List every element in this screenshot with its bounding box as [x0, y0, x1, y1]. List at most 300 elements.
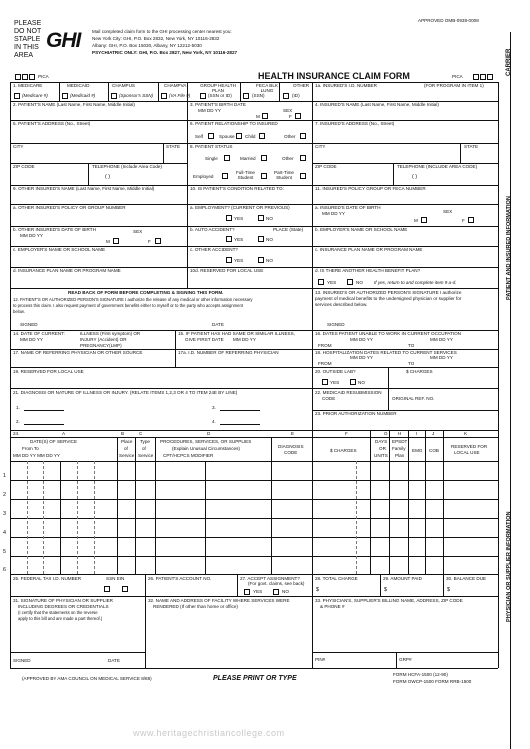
- col-divider-right: [312, 330, 313, 430]
- assignment-line: payment of medical benefits to the undersigned physician or supplier for: [315, 296, 462, 301]
- staple-line: AREA: [14, 52, 34, 59]
- date-separator: [43, 461, 44, 574]
- col-i-h: EMG: [412, 448, 423, 453]
- row-number: 3: [3, 511, 6, 517]
- col-j-h: COB: [429, 448, 439, 453]
- row-line: [10, 288, 498, 289]
- hospitalization-label: 18. HOSPITALIZATION DATES RELATED TO CURRENT SERVICES: [315, 350, 457, 355]
- fulltime-label: Full-Time Student: [236, 170, 255, 180]
- col-k-h: RESERVED FOR: [451, 444, 488, 449]
- col-e-letter: E: [291, 431, 295, 436]
- mail-line: Albany: GHI, P.O. Box 15030, Albany, NY 12212-5030: [92, 43, 202, 48]
- col-j-letter: J: [432, 431, 435, 436]
- parttime-checkbox[interactable]: [300, 173, 306, 179]
- col-b-h: Service: [119, 453, 135, 458]
- female-label: F: [148, 239, 151, 244]
- patient-address-label: 5. PATIENT'S ADDRESS (No., Street): [13, 121, 91, 126]
- policy-group-label: 11. INSURED'S POLICY GROUP OR FECA NUMBER: [315, 186, 426, 191]
- other-female-checkbox[interactable]: [155, 238, 161, 244]
- medicare-label: 1. MEDICARE: [13, 83, 43, 88]
- table-row[interactable]: [10, 480, 498, 481]
- resubmission-label: 22. MEDICAID RESUBMISSION: [315, 390, 382, 395]
- staple-line: STAPLE: [14, 36, 41, 43]
- print-instruction: PLEASE PRINT OR TYPE: [213, 675, 297, 682]
- paid-dollar: $: [384, 587, 387, 593]
- col-k-h: LOCAL USE: [454, 450, 480, 455]
- mmddyy: MM DD YY: [198, 108, 221, 113]
- injury-option: INJURY (Accident) OR: [80, 337, 127, 342]
- patient-city-label: CITY: [13, 144, 24, 149]
- other-policy-label: a. OTHER INSURED'S POLICY OR GROUP NUMBER: [13, 205, 126, 210]
- employer-name-label: b. EMPLOYER'S NAME OR SCHOOL NAME: [315, 227, 408, 232]
- table-row[interactable]: [10, 556, 498, 557]
- ssn-ein-label: SSN EIN: [106, 576, 125, 581]
- form-border-left: [10, 82, 11, 668]
- other-accident-label: c. OTHER ACCIDENT?: [190, 247, 238, 252]
- row-number: 2: [3, 492, 6, 498]
- col-divider: [135, 437, 136, 574]
- mmddyy: MM DD YY: [20, 337, 43, 342]
- physician-date-label: DATE: [108, 658, 120, 663]
- accept-assignment-label: 27. ACCEPT ASSIGNMENT?: [240, 576, 300, 581]
- employed-checkbox[interactable]: [222, 173, 228, 179]
- assignment-no-checkbox[interactable]: [273, 589, 279, 595]
- physician-signature-line: INCLUDING DEGREES OR CREDENTIALS: [18, 604, 109, 609]
- pregnancy-option: PREGNANCY(LMP): [80, 343, 122, 348]
- diag-4-label: 4.: [212, 419, 216, 424]
- similar-illness-label: 15. IF PATIENT HAS HAD SAME OR SIMILAR ILLNESS,: [178, 331, 295, 336]
- married-label: Married: [240, 156, 256, 161]
- cell-divider: [279, 82, 280, 101]
- col-g-h: UNITS: [374, 453, 388, 458]
- male-label: M: [256, 114, 260, 119]
- another-plan-label: d. IS THERE ANOTHER HEALTH BENEFIT PLAN?: [315, 268, 421, 273]
- other-accident-yes-label: YES: [234, 258, 244, 263]
- pica-left-box[interactable]: [22, 74, 28, 80]
- diag-1-label: 1.: [16, 405, 20, 410]
- insured-phone-label: TELEPHONE (INCLUDE AREA CODE): [397, 164, 478, 169]
- another-plan-note: If yes, return to and complete item 9 a-d.: [374, 280, 457, 285]
- read-back-note: READ BACK OF FORM BEFORE COMPLETING & SIGNING THIS FORM.: [68, 290, 224, 295]
- auto-no-label: NO: [266, 237, 273, 242]
- spouse-label: Spouse: [219, 134, 235, 139]
- physician-signed-label: SIGNED: [13, 658, 31, 663]
- ein-checkbox[interactable]: [122, 586, 128, 592]
- child-label: Child: [245, 134, 256, 139]
- employment-no-checkbox[interactable]: [258, 215, 264, 221]
- cell-divider: [158, 82, 159, 101]
- col-c-h: of: [142, 446, 146, 451]
- champus-label: CHAMPUS: [112, 83, 135, 88]
- row-line: [10, 596, 498, 597]
- mail-line: New York City: GHI, P.O. Box 2832, New York, NY 10116-2832: [92, 36, 220, 41]
- col-e-h: DIAGNOSIS: [278, 444, 304, 449]
- cell-divider: [175, 330, 176, 367]
- self-checkbox[interactable]: [208, 133, 214, 139]
- insured-male-checkbox[interactable]: [421, 217, 427, 223]
- auto-yes-checkbox[interactable]: [226, 236, 232, 242]
- cell-divider: [59, 82, 60, 101]
- feca-checkbox[interactable]: [243, 93, 249, 99]
- col-k-letter: K: [464, 431, 468, 436]
- cell-divider: [380, 574, 381, 596]
- other-rel-checkbox[interactable]: [300, 133, 306, 139]
- carrier-label: CARRIER: [506, 48, 512, 76]
- female-checkbox[interactable]: [295, 113, 301, 119]
- row-number: 6: [3, 567, 6, 573]
- reserved-19-label: 19. RESERVED FOR LOCAL USE: [13, 369, 84, 374]
- col-d-letter: D: [207, 431, 211, 436]
- cell-divider: [388, 388, 389, 410]
- spouse-checkbox[interactable]: [236, 133, 242, 139]
- col-h-letter: H: [398, 431, 402, 436]
- referring-id-label: 17a. I.D. NUMBER OF REFERRING PHYSICIAN: [178, 350, 279, 355]
- physician-signature-line: 31. SIGNATURE OF PHYSICIAN OR SUPPLIER: [13, 598, 113, 603]
- form-border-bottom: [10, 668, 498, 669]
- insured-name-label: 4. INSURED'S NAME (Last Name, First Name, Middle Initial): [315, 102, 439, 107]
- other-status-label: Other: [282, 156, 294, 161]
- watermark: www.heritagechristiancollege.com: [133, 728, 285, 738]
- feca-label: FECA BLK LUNG: [256, 83, 278, 93]
- staple-line: IN THIS: [14, 44, 39, 51]
- mmddyy: MM DD YY: [350, 355, 373, 360]
- employment-label: a. EMPLOYMENT? (CURRENT OR PREVIOUS): [190, 205, 290, 210]
- pica-left-label: PICA: [38, 74, 49, 79]
- other-status-checkbox[interactable]: [300, 155, 306, 161]
- female-label: F: [462, 218, 465, 223]
- physician-info-label: PHYSICIAN OR SUPPLIER INFORMATION: [506, 511, 512, 622]
- row-number: 5: [3, 549, 6, 555]
- illness-option: ILLNESS (First symptom) OR: [80, 331, 141, 336]
- mmddyy: MM DD YY: [233, 337, 256, 342]
- male-label: M: [106, 239, 110, 244]
- authorization-line: below.: [13, 309, 25, 314]
- other-checkbox[interactable]: [283, 93, 289, 99]
- account-no-label: 26. PATIENT'S ACCOUNT NO.: [148, 576, 212, 581]
- patient-zip-label: ZIP CODE: [13, 164, 35, 169]
- cell-divider: [396, 652, 397, 668]
- date-separator: [27, 461, 28, 574]
- male-checkbox[interactable]: [262, 113, 268, 119]
- col-a-letter: A: [62, 431, 66, 436]
- facility-line: RENDERED (If other than home or office): [153, 604, 238, 609]
- from-label: FROM: [318, 361, 332, 366]
- form-border-right: [498, 82, 499, 668]
- col-g-h: OR: [379, 446, 386, 451]
- table-row[interactable]: [10, 574, 498, 575]
- another-plan-no-label: NO: [356, 280, 363, 285]
- assignment-yes-checkbox[interactable]: [244, 589, 250, 595]
- champus-checkbox[interactable]: [111, 93, 117, 99]
- medicare-sub: (Medicare #): [22, 93, 48, 98]
- col-d-h: (Explain Unusual Circumstances): [172, 446, 240, 451]
- col-24-label: 24.: [13, 431, 20, 436]
- cell-divider: [88, 163, 89, 185]
- other-accident-no-label: NO: [266, 258, 273, 263]
- birth-date-label: 3. PATIENT'S BIRTH DATE: [190, 102, 246, 107]
- assignment-no-label: NO: [282, 589, 289, 594]
- patient-phone-paren: ( ): [105, 174, 111, 180]
- condition-related-label: 10. IS PATIENT'S CONDITION RELATED TO:: [190, 186, 284, 191]
- date-current-label: 14. DATE OF CURRENT:: [13, 331, 65, 336]
- other-label: OTHER: [293, 83, 310, 88]
- single-label: Single: [205, 156, 218, 161]
- cell-divider: [443, 574, 444, 596]
- sex-label: SEX: [133, 229, 143, 234]
- insured-state-label: STATE: [464, 144, 479, 149]
- col-h-h: Plan: [395, 453, 405, 458]
- other-accident-no-checkbox[interactable]: [258, 257, 264, 263]
- place-state-label: PLACE (State): [273, 227, 304, 232]
- col-divider: [370, 430, 371, 574]
- mmddyy: MM DD YY: [350, 337, 373, 342]
- assignment-line: 13. INSURED'S OR AUTHORIZED PERSON'S SIGNATURE I authorize: [315, 290, 462, 295]
- another-plan-no-checkbox[interactable]: [347, 279, 353, 285]
- assignment-line: services described below.: [315, 302, 368, 307]
- married-checkbox[interactable]: [261, 155, 267, 161]
- mmddyy: MM DD YY: [322, 211, 345, 216]
- col-a-dates: MM DD YY MM DD YY: [13, 453, 60, 458]
- mmddyy: MM DD YY: [20, 233, 43, 238]
- other-dob-label: b. OTHER INSURED'S DATE OF BIRTH: [13, 227, 96, 232]
- col-divider: [312, 430, 313, 574]
- insured-dob-label: a. INSURED'S DATE OF BIRTH: [315, 205, 381, 210]
- cell-divider: [163, 143, 164, 163]
- col-d-h: PROCEDURES, SERVICES, OR SUPPLIES: [160, 439, 252, 444]
- other-employer-label: c. EMPLOYER'S NAME OR SCHOOL NAME: [13, 247, 106, 252]
- col-divider: [443, 430, 444, 574]
- pica-right-box[interactable]: [480, 74, 486, 80]
- col-divider: [271, 437, 272, 574]
- female-label: F: [289, 114, 292, 119]
- tax-id-label: 25. FEDERAL TAX I.D. NUMBER: [13, 576, 82, 581]
- insured-address-label: 7. INSURED'S ADDRESS (No., Street): [315, 121, 395, 126]
- billing-line: 33. PHYSICIAN'S, SUPPLIER'S BILLING NAME, ADDRESS, ZIP CODE: [315, 598, 463, 603]
- male-label: M: [414, 218, 418, 223]
- col-a-title: DATE(S) OF SERVICE: [30, 439, 78, 444]
- group-plan-sub: (SSN or ID): [208, 93, 232, 98]
- diag-2-field[interactable]: [24, 424, 64, 425]
- authorization-line: to process this claim. I also request payment of government benefits either to myself or to the party who accepts assignment: [13, 303, 243, 308]
- single-checkbox[interactable]: [224, 155, 230, 161]
- diagnosis-label: 21. DIAGNOSIS OR NATURE OF ILLNESS OR INJURY. (RELATE ITEMS 1,2,3 OR 4 TO ITEM 24E BY LINE): [13, 390, 238, 395]
- mail-line: Mail completed claim form to the GHI processing center nearest you:: [92, 29, 232, 34]
- patient-date-label: DATE: [212, 322, 224, 327]
- cell-divider: [240, 82, 241, 101]
- cell-divider: [237, 574, 238, 596]
- other-plan-label: d. INSURANCE PLAN NAME OR PROGRAM NAME: [13, 268, 121, 273]
- accept-assignment-note: (For govt. claims, see back): [248, 581, 305, 586]
- col-g-h: DAYS: [375, 439, 388, 444]
- unable-work-label: 16. DATES PATIENT UNABLE TO WORK IN CURRENT OCCUPATION: [315, 331, 461, 336]
- table-row[interactable]: [10, 537, 498, 538]
- other-male-checkbox[interactable]: [113, 238, 119, 244]
- modifier-separator: [205, 461, 206, 574]
- patient-status-label: 8. PATIENT STATUS: [190, 144, 233, 149]
- lab-yes-label: YES: [330, 380, 340, 385]
- authorization-line: 12. PATIENT'S OR AUTHORIZED PERSON'S SIGNATURE I authorize the release of any medical or other information necessary: [13, 297, 253, 302]
- other-sub: (ID): [292, 93, 300, 98]
- insurance-plan-label: c. INSURANCE PLAN NAME OR PROGRAM NAME: [315, 247, 423, 252]
- diag-2-label: 2.: [16, 419, 20, 424]
- pica-right-label: PICA: [452, 74, 463, 79]
- other-accident-yes-checkbox[interactable]: [226, 257, 232, 263]
- group-plan-checkbox[interactable]: [200, 93, 206, 99]
- amount-paid-label: 29. AMOUNT PAID: [383, 576, 422, 581]
- employed-label: Employed: [193, 174, 214, 179]
- insured-id-note: (FOR PROGRAM IN ITEM 1): [424, 83, 484, 88]
- patient-state-label: STATE: [166, 144, 181, 149]
- sex-label: SEX: [443, 209, 453, 214]
- row-number: 4: [3, 530, 6, 536]
- other-insured-name-label: 9. OTHER INSURED'S NAME (Last Name, First Name, Middle Initial): [13, 186, 155, 191]
- col-f-letter: F: [345, 431, 348, 436]
- cell-divider: [145, 574, 146, 668]
- patient-name-label: 2. PATIENT'S NAME (Last Name, First Name, Middle Initial): [13, 102, 135, 107]
- auto-accident-label: b. AUTO ACCIDENT?: [190, 227, 235, 232]
- first-date-label: GIVE FIRST DATE: [185, 337, 224, 342]
- cell-divider: [312, 574, 313, 668]
- col-b-h: Place: [121, 439, 133, 444]
- medicaid-checkbox[interactable]: [62, 93, 68, 99]
- employment-no-label: NO: [266, 216, 273, 221]
- referring-physician-label: 17. NAME OF REFERRING PHYSICIAN OR OTHER SOURCE: [13, 350, 143, 355]
- pin-label: PIN#: [315, 657, 326, 662]
- insured-zip-label: ZIP CODE: [315, 164, 337, 169]
- insured-city-label: CITY: [315, 144, 326, 149]
- patient-phone-label: TELEPHONE (Include Area Code): [92, 164, 162, 169]
- cell-divider: [393, 163, 394, 185]
- insured-female-checkbox[interactable]: [468, 217, 474, 223]
- child-checkbox[interactable]: [259, 133, 265, 139]
- assignment-yes-label: YES: [253, 589, 263, 594]
- relationship-label: 6. PATIENT RELATIONSHIP TO INSURED: [190, 121, 278, 126]
- omb-approval: APPROVED OMB-0938-0008: [418, 18, 479, 23]
- diag-3-label: 3.: [212, 405, 216, 410]
- lab-no-label: NO: [358, 380, 365, 385]
- total-dollar: $: [316, 587, 319, 593]
- grp-label: GRP#: [399, 657, 412, 662]
- col-f-h: $ CHARGES: [330, 448, 357, 453]
- insured-phone-paren: ( ): [412, 174, 418, 180]
- staple-line: PLEASE: [14, 20, 42, 27]
- feca-sub: (SSN): [252, 93, 265, 98]
- col-d-h: CPT/HCPCS MODIFIER: [163, 453, 214, 458]
- lab-charges-label: $ CHARGES: [406, 369, 433, 374]
- insured-id-label: 1a. INSURED'S I.D. NUMBER: [315, 83, 377, 88]
- original-ref-label: ORIGINAL REF. NO.: [392, 396, 435, 401]
- col-g-letter: G: [384, 431, 388, 436]
- sex-label: SEX: [283, 108, 293, 113]
- ghi-logo: GHI: [46, 29, 81, 52]
- outside-lab-label: 20. OUTSIDE LAB?: [315, 369, 356, 374]
- row-line: [10, 388, 498, 389]
- prior-auth-label: 23. PRIOR AUTHORIZATION NUMBER: [315, 411, 397, 416]
- pica-left-box[interactable]: [15, 74, 21, 80]
- total-charge-label: 28. TOTAL CHARGE: [315, 576, 358, 581]
- ama-approval: (APPROVED BY AMA COUNCIL ON MEDICAL SERVICE 8/88): [22, 676, 152, 681]
- col-b-letter: B: [121, 431, 125, 436]
- col-c-h: Service: [138, 453, 154, 458]
- resubmission-code-label: CODE: [322, 396, 336, 401]
- diag-4-field[interactable]: [220, 424, 260, 425]
- patient-info-label: PATIENT AND INSURED INFORMATION: [506, 196, 512, 300]
- parttime-label: Part-Time Student: [274, 170, 294, 180]
- lab-yes-checkbox[interactable]: [322, 379, 328, 385]
- cell-divider: [460, 143, 461, 163]
- another-plan-yes-checkbox[interactable]: [318, 279, 324, 285]
- col-divider: [408, 430, 409, 574]
- form-number: FORM HCFA-1500 (12-90): [393, 672, 448, 677]
- another-plan-yes-label: YES: [327, 280, 337, 285]
- fulltime-checkbox[interactable]: [261, 173, 267, 179]
- medicaid-sub: (Medicaid #): [70, 93, 96, 98]
- form-number: FORM OWCP-1500 FORM RRB-1500: [393, 679, 472, 684]
- staple-line: DO NOT: [14, 28, 42, 35]
- pica-right-box[interactable]: [473, 74, 479, 80]
- col-c-letter: C: [139, 431, 143, 436]
- medicare-checkbox[interactable]: [14, 93, 20, 99]
- employment-yes-label: YES: [234, 216, 244, 221]
- billing-line: & PHONE #: [320, 604, 345, 609]
- to-label: TO: [408, 361, 415, 366]
- col-e-h: CODE: [284, 450, 298, 455]
- diag-1-field[interactable]: [24, 410, 64, 411]
- row-line: [10, 652, 145, 653]
- balance-due-label: 30. BALANCE DUE: [446, 576, 487, 581]
- employment-yes-checkbox[interactable]: [226, 215, 232, 221]
- pica-left-box[interactable]: [29, 74, 35, 80]
- auto-no-checkbox[interactable]: [258, 236, 264, 242]
- table-row[interactable]: [10, 499, 498, 500]
- physician-signature-line: apply to this bill and are made a part thereof.): [18, 616, 103, 621]
- table-row[interactable]: [10, 518, 498, 519]
- cents-separator: [356, 461, 357, 574]
- cell-divider: [388, 367, 389, 388]
- to-label: TO: [408, 343, 415, 348]
- champva-checkbox[interactable]: [161, 93, 167, 99]
- col-divider: [117, 437, 118, 574]
- lab-no-checkbox[interactable]: [350, 379, 356, 385]
- col-h-h: Family: [392, 446, 406, 451]
- row-line: [10, 143, 187, 144]
- auto-yes-label: YES: [234, 237, 244, 242]
- champva-sub: (VA File #): [169, 93, 191, 98]
- diag-3-field[interactable]: [220, 410, 260, 411]
- patient-signed-label: SIGNED: [20, 322, 38, 327]
- facility-line: 32. NAME AND ADDRESS OF FACILITY WHERE SERVICES WERE: [148, 598, 290, 603]
- date-separator: [60, 461, 61, 574]
- mail-line: PSYCHIATRIC ONLY: GHI, P.O. Box 2827, New York, NY 10116-2827: [92, 50, 238, 55]
- self-label: Self: [195, 134, 203, 139]
- ssn-checkbox[interactable]: [104, 586, 110, 592]
- side-arrow-line: [510, 32, 511, 749]
- champus-sub: (Sponsor's SSN): [119, 93, 154, 98]
- row-line: [10, 367, 498, 368]
- medicaid-label: MEDICAID: [67, 83, 90, 88]
- form-title: HEALTH INSURANCE CLAIM FORM: [258, 71, 410, 81]
- row-line: [312, 652, 498, 653]
- col-i-letter: I: [416, 431, 418, 436]
- pica-right-box[interactable]: [487, 74, 493, 80]
- col-a-from-to: From To: [22, 446, 39, 451]
- reserved-10d-label: 10d. RESERVED FOR LOCAL USE: [190, 268, 264, 273]
- row-number: 1: [3, 473, 6, 479]
- mmddyy: MM DD YY: [430, 355, 453, 360]
- balance-dollar: $: [447, 587, 450, 593]
- cell-divider: [108, 82, 109, 101]
- physician-signature-line: (I certify that the statements on the reverse: [18, 610, 98, 615]
